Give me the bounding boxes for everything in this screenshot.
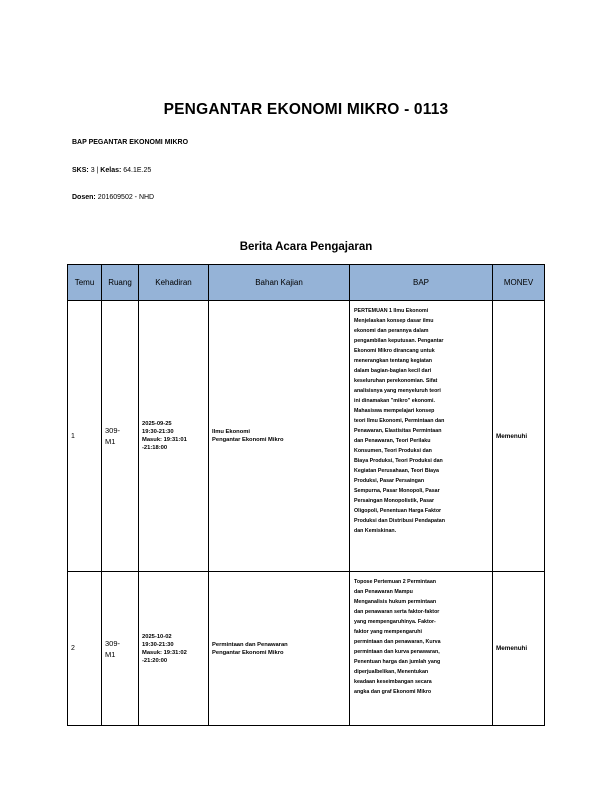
cell-monev: Memenuhi xyxy=(493,301,545,572)
dosen-label: Dosen: xyxy=(72,194,96,201)
berita-acara-table xyxy=(67,264,545,726)
page-title: PENGANTAR EKONOMI MIKRO - 0113 xyxy=(163,101,449,118)
sks-kelas-line xyxy=(72,167,151,174)
cell-temu: 1 xyxy=(68,301,102,572)
kelas-value: 64.1E.25 xyxy=(123,167,152,174)
table-row xyxy=(68,301,545,572)
dosen-value: 201609502 - NHD xyxy=(97,194,155,201)
header-kehadiran: Kehadiran xyxy=(139,265,209,301)
document-subtitle: BAP PEGANTAR EKONOMI MIKRO xyxy=(72,139,189,146)
cell-monev: Memenuhi xyxy=(493,572,545,726)
cell-ruang: 309- M1 xyxy=(102,572,139,726)
section-title: Berita Acara Pengajaran xyxy=(239,241,373,253)
header-temu: Temu xyxy=(68,265,102,301)
table-header-row xyxy=(68,265,545,301)
header-monev: MONEV xyxy=(493,265,545,301)
sks-label: SKS: xyxy=(72,167,89,174)
cell-ruang: 309- M1 xyxy=(102,301,139,572)
table-row xyxy=(68,572,545,726)
cell-kehadiran: 2025-09-25 19:30-21:30 Masuk: 19:31:01 -21:18:00 xyxy=(139,301,209,572)
header-bap: BAP xyxy=(350,265,493,301)
cell-kehadiran: 2025-10-02 19:30-21:30 Masuk: 19:31:02 -21:20:00 xyxy=(139,572,209,726)
dosen-line xyxy=(72,194,154,201)
header-ruang: Ruang xyxy=(102,265,139,301)
cell-bap: Topose Pertemuan 2 Permintaan dan Penawaran Mampu Menganalisis hukum permintaan dan penawaran serta faktor-faktor yang mempengaruhinya. Faktor- faktor yang mempengaruhi permintaan dan penawaran, Kurva permintaan dan kurva penawaran, Penentuan harga dan jumlah yang diperjualbelikan, Menentukan keadaan keseimbangan secara angka dan graf Ekonomi Mikro xyxy=(350,572,493,726)
cell-bahan-kajian: Permintaan dan Penawaran Pengantar Ekonomi Mikro xyxy=(209,572,350,726)
kelas-label: Kelas: xyxy=(100,167,122,174)
cell-bap: PERTEMUAN 1 Ilmu Ekonomi Menjelaskan konsep dasar ilmu ekonomi dan perannya dalam pengambilan keputusan. Pengantar Ekonomi Mikro dirancang untuk menerangkan tentang kegiatan dalam bagian-bagian kecil dari keseluruhan perekonomian. Sifat analisisnya yang menyeluruh teori ini dinamakan "mikro" ekonomi. Mahasiswa mempelajari konsep teori Ilmu Ekonomi, Permintaan dan Penawaran, Elastisitas Permintaan dan Penawaran, Teori Perilaku Konsumen, Teori Produksi dan Biaya Produksi, Teori Produksi dan Kegiatan Perusahaan, Teori Biaya Produksi, Pasar Persaingan Sempurna, Pasar Monopoli, Pasar Persaingan Monopolistik, Pasar Oligopoli, Penentuan Harga Faktor Produksi dan Distribusi Pendapatan dan Kemiskinan. xyxy=(350,301,493,572)
cell-bahan-kajian: Ilmu Ekonomi Pengantar Ekonomi Mikro xyxy=(209,301,350,572)
cell-temu: 2 xyxy=(68,572,102,726)
sks-value: 3 | xyxy=(90,167,101,174)
header-bahan-kajian: Bahan Kajian xyxy=(209,265,350,301)
